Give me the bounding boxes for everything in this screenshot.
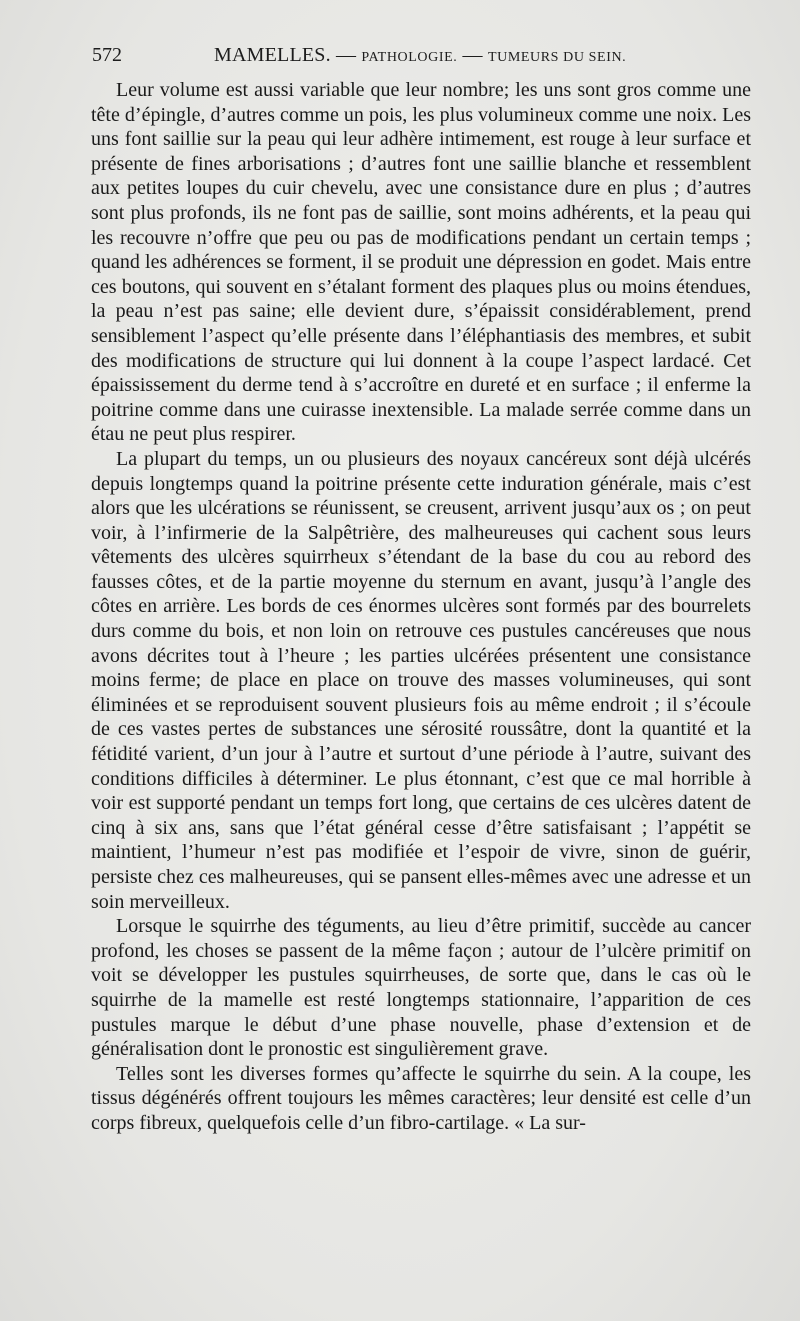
paragraph: Lorsque le squirrhe des téguments, au lieu d’être primitif, succède au cancer profond, les choses se passent de la même façon ; autour de l’ulcère primitif on voit se développer les pustules squirrheuses, de sorte que, dans le cas où le squirrhe de la mamelle est resté longtemps stationnaire, l’apparition de ces pustules marque le début d’une phase nouvelle, phase d’extension et de généralisation dont le pronostic est singulièrement grave. xyxy=(91,915,751,1061)
paragraph: La plupart du temps, un ou plusieurs des noyaux cancéreux sont déjà ulcérés depuis longtemps quand la poitrine présente cette induration générale, mais c’est alors que les ulcérations se réunissent, se creusent, arrivent jusqu’aux os ; on peut voir, à l’infirmerie de la Salpêtrière, des malheureuses qui cachent sous leurs vêtements des ulcères squirrheux s’étendant de la base du cou au rebord des fausses côtes, et de la partie moyenne du sternum en avant, jusqu’à l’angle des côtes en arrière. Les bords de ces énormes ulcères sont formés par des bourrelets durs comme du bois, et non loin on retrouve ces pustules cancéreuses que nous avons décrites tout à l’heure ; les parties ulcérées présentent une consistance moins ferme; de place en place on trouve des masses volumineuses, qui sont éliminées et se reproduisent souvent plusieurs fois au même endroit ; il s’écoule de ces vastes pertes de substances une sérosité roussâtre, dont la quantité et la fétidité varient, d’un jour à l’autre et surtout d’une période à l’autre, suivant des conditions difficiles à déterminer. Le plus étonnant, c’est que ce mal horrible à voir est supporté pendant un temps fort long, que certains de ces ulcères datent de cinq à six ans, sans que l’état général cesse d’être satisfaisant ; l’appétit se maintient, l’humeur n’est pas modifiée et l’espoir de vivre, sinon de guérir, persiste chez ces malheureuses, qui se pansent elles-mêmes avec une adresse et un soin merveilleux. xyxy=(91,447,751,913)
running-head xyxy=(214,44,626,67)
page-number: 572 xyxy=(92,44,122,66)
running-head-section: PATHOLOGIE. xyxy=(361,50,458,65)
running-head-title: MAMELLES. xyxy=(214,44,331,66)
body-text xyxy=(91,78,751,1136)
running-head-dash: — xyxy=(336,44,357,66)
running-head-subsection: TUMEURS DU SEIN. xyxy=(487,50,627,65)
page-header xyxy=(92,44,752,74)
paragraph: Leur volume est aussi variable que leur nombre; les uns sont gros comme une tête d’épingle, d’autres comme un pois, les plus volumineux comme une noix. Les uns font saillie sur la peau qui leur adhère intimement, est rouge à leur surface et présente de fines arborisations ; d’autres font une saillie blanche et ressemblent aux petites loupes du cuir chevelu, avec une consistance dure en plus ; d’autres sont plus profonds, ils ne font pas de saillie, sont moins adhérents, et la peau qui les recouvre n’offre que peu ou pas de modifications pendant un certain temps ; quand les adhérences se forment, il se produit une dépression en godet. Mais entre ces boutons, qui souvent en s’étalant forment des plaques plus ou moins étendues, la peau n’est pas saine; elle devient dure, s’épaissit considérablement, prend sensiblement l’aspect qu’elle présente dans l’éléphantiasis des membres, et subit des modifications de structure qui lui donnent à la coupe l’aspect lardacé. Cet épaississement du derme tend à s’accroître en dureté et en surface ; il enferme la poitrine comme dans une cuirasse inextensible. La malade serrée comme dans un étau ne peut plus respirer. xyxy=(91,79,751,446)
paragraph: Telles sont les diverses formes qu’affecte le squirrhe du sein. A la coupe, les tissus dégénérés offrent toujours les mêmes caractères; leur densité est celle d’un corps fibreux, quelquefois celle d’un fibro-cartilage. « La sur- xyxy=(91,1062,751,1134)
running-head-dash: — xyxy=(462,44,483,66)
